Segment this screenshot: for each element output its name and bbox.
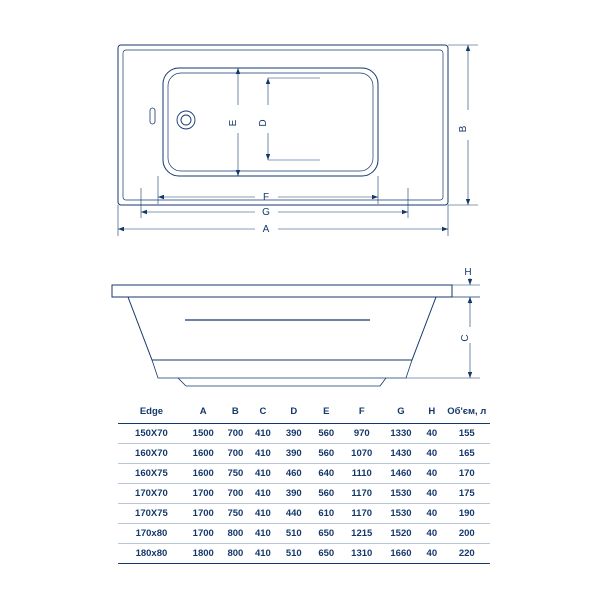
arrow-e-bottom (236, 170, 240, 176)
cell-e: 650 (311, 524, 342, 544)
cell-volume: 220 (443, 544, 490, 564)
cell-f: 1110 (342, 464, 382, 484)
arrow-f-right (372, 195, 378, 199)
column-header-c: C (249, 402, 277, 424)
table-row (118, 524, 490, 544)
cell-volume: 165 (443, 444, 490, 464)
cell-volume: 170 (443, 464, 490, 484)
label-b: B (458, 125, 469, 133)
cell-e: 650 (311, 544, 342, 564)
cell-d: 460 (277, 464, 311, 484)
cell-b: 700 (222, 484, 250, 504)
column-header-volume: Об'єм, л (443, 402, 490, 424)
cell-e: 560 (311, 424, 342, 444)
cell-c: 410 (249, 544, 277, 564)
cell-a: 1500 (185, 424, 222, 444)
cell-f: 1170 (342, 504, 382, 524)
cell-e: 640 (311, 464, 342, 484)
cell-a: 1600 (185, 444, 222, 464)
cell-g: 1520 (382, 524, 420, 544)
cell-b: 750 (222, 504, 250, 524)
specification-table (118, 402, 490, 564)
drain-inner (181, 115, 191, 125)
cell-g: 1430 (382, 444, 420, 464)
table-row (118, 464, 490, 484)
arrow-h-top (468, 279, 472, 285)
specification-table-wrapper (118, 402, 490, 564)
arrow-g-left (141, 210, 147, 214)
cell-c: 410 (249, 524, 277, 544)
cell-model: 150X70 (118, 424, 185, 444)
cell-c: 410 (249, 444, 277, 464)
cell-f: 1170 (342, 484, 382, 504)
cell-h: 40 (420, 444, 443, 464)
arrow-a-left (118, 227, 124, 231)
cell-model: 180x80 (118, 544, 185, 564)
table-row (118, 444, 490, 464)
cell-d: 390 (277, 424, 311, 444)
label-e: E (228, 119, 239, 127)
overflow-slot (150, 108, 155, 124)
column-header-model: Edge (118, 402, 185, 424)
cell-volume: 155 (443, 424, 490, 444)
cell-model: 170X70 (118, 484, 185, 504)
label-c: C (460, 334, 471, 342)
cell-e: 610 (311, 504, 342, 524)
table-row (118, 544, 490, 564)
cell-f: 1215 (342, 524, 382, 544)
side-rim-slab (112, 285, 452, 297)
arrow-b-top (466, 45, 470, 51)
tub-outer-rim (118, 45, 448, 205)
cell-h: 40 (420, 484, 443, 504)
arrow-c-bottom (468, 372, 472, 378)
cell-a: 1800 (185, 544, 222, 564)
label-f: F (262, 192, 270, 203)
cell-d: 440 (277, 504, 311, 524)
arrow-f-left (158, 195, 164, 199)
arrow-b-bottom (466, 199, 470, 205)
cell-c: 410 (249, 424, 277, 444)
arrow-e-top (236, 68, 240, 74)
cell-h: 40 (420, 524, 443, 544)
cell-h: 40 (420, 424, 443, 444)
tub-inner-rim (123, 50, 443, 200)
table-row (118, 504, 490, 524)
table-body (118, 424, 490, 564)
cell-b: 700 (222, 444, 250, 464)
cell-h: 40 (420, 544, 443, 564)
cell-b: 750 (222, 464, 250, 484)
arrow-d-bottom (266, 154, 270, 160)
column-header-g: G (382, 402, 420, 424)
cell-model: 170x80 (118, 524, 185, 544)
cell-h: 40 (420, 504, 443, 524)
arrow-d-top (266, 78, 270, 84)
cell-g: 1460 (382, 464, 420, 484)
column-header-h: H (420, 402, 443, 424)
cell-model: 160X75 (118, 464, 185, 484)
cell-f: 1070 (342, 444, 382, 464)
cell-model: 160X70 (118, 444, 185, 464)
cell-b: 700 (222, 424, 250, 444)
label-h: H (464, 267, 472, 278)
arrow-c-top (468, 297, 472, 303)
cell-model: 170X75 (118, 504, 185, 524)
cell-c: 410 (249, 484, 277, 504)
cell-g: 1530 (382, 484, 420, 504)
table-row (118, 484, 490, 504)
column-header-e: E (311, 402, 342, 424)
column-header-b: B (222, 402, 250, 424)
cell-b: 800 (222, 524, 250, 544)
cell-g: 1660 (382, 544, 420, 564)
cell-h: 40 (420, 464, 443, 484)
cell-volume: 190 (443, 504, 490, 524)
cell-a: 1700 (185, 484, 222, 504)
table-header-row (118, 402, 490, 424)
cell-e: 560 (311, 484, 342, 504)
cell-a: 1600 (185, 464, 222, 484)
cell-volume: 175 (443, 484, 490, 504)
cell-c: 410 (249, 464, 277, 484)
column-header-f: F (342, 402, 382, 424)
cell-f: 970 (342, 424, 382, 444)
cell-f: 1310 (342, 544, 382, 564)
cell-e: 560 (311, 444, 342, 464)
drain-outer (177, 111, 195, 129)
cell-volume: 200 (443, 524, 490, 544)
side-body-taper (128, 297, 436, 360)
label-a: A (262, 224, 270, 235)
side-foot-detail (178, 378, 386, 386)
cell-d: 510 (277, 544, 311, 564)
cell-a: 1700 (185, 504, 222, 524)
cell-b: 800 (222, 544, 250, 564)
column-header-a: A (185, 402, 222, 424)
label-g: G (262, 207, 270, 218)
arrow-g-right (402, 210, 408, 214)
label-d: D (258, 119, 269, 127)
tub-basin-inner-outline (168, 73, 373, 171)
side-bottom (152, 360, 412, 378)
cell-a: 1700 (185, 524, 222, 544)
cell-d: 390 (277, 484, 311, 504)
arrow-a-right (442, 227, 448, 231)
cell-g: 1530 (382, 504, 420, 524)
cell-d: 510 (277, 524, 311, 544)
table-row (118, 424, 490, 444)
column-header-d: D (277, 402, 311, 424)
cell-g: 1330 (382, 424, 420, 444)
cell-c: 410 (249, 504, 277, 524)
cell-d: 390 (277, 444, 311, 464)
